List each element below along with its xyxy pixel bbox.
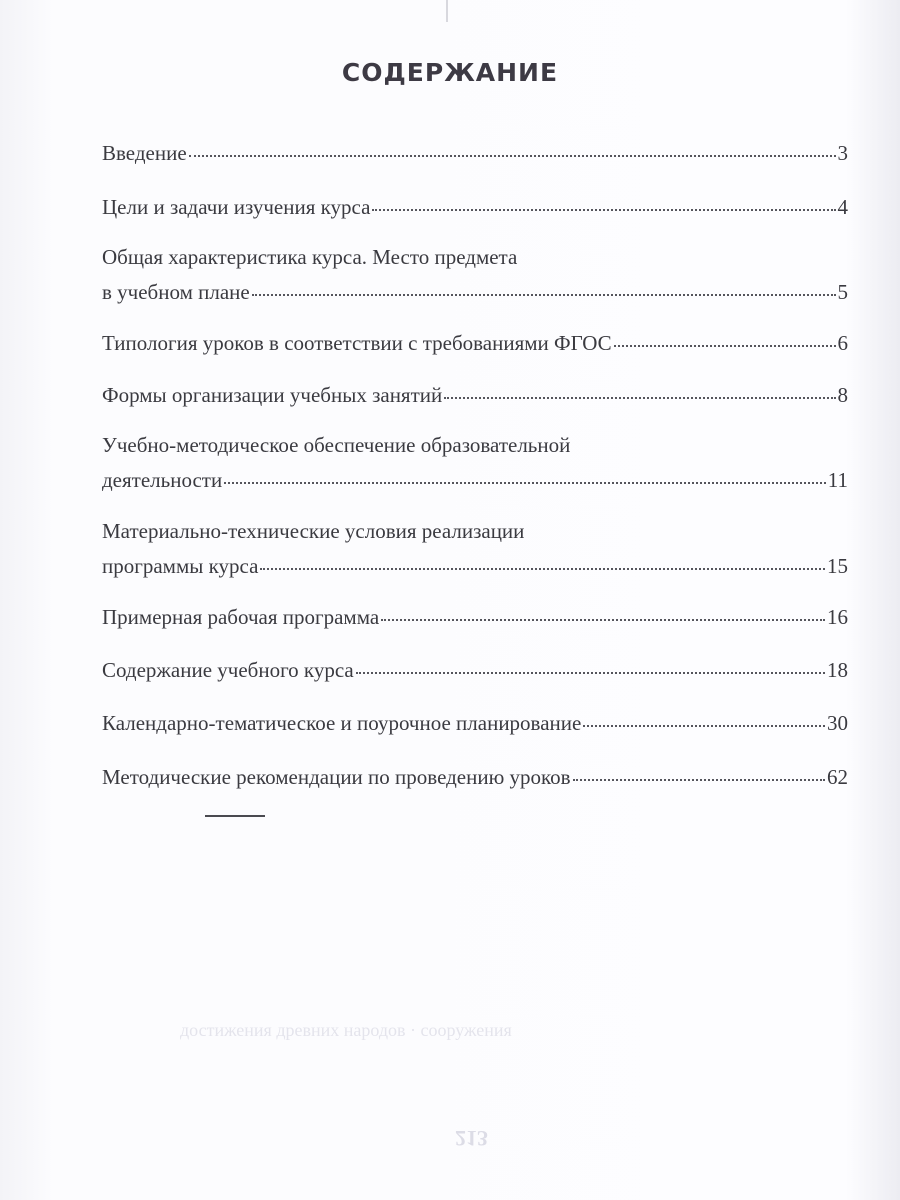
toc-page-number: 62 — [827, 765, 848, 789]
toc-entry[interactable] — [102, 762, 848, 791]
toc-entry-title: Календарно-тематическое и поурочное планирование — [102, 711, 582, 735]
toc-page-number: 30 — [827, 711, 848, 735]
toc-entry[interactable] — [102, 655, 848, 684]
toc-entry[interactable] — [102, 708, 848, 737]
dot-leader — [381, 599, 825, 621]
toc-entry-title: в учебном плане — [102, 280, 250, 304]
toc-entry[interactable] — [102, 244, 848, 306]
page-title: СОДЕРЖАНИЕ — [341, 58, 559, 87]
scan-mark — [446, 0, 448, 22]
dot-leader — [573, 759, 825, 781]
toc-entry[interactable] — [102, 602, 848, 631]
bleed-through-text: достижения древних народов · сооружения — [180, 1020, 512, 1040]
toc-entry-title-line1: Общая характеристика курса. Место предмета — [102, 245, 518, 269]
toc-entry[interactable] — [102, 138, 848, 167]
toc-page-number: 8 — [837, 383, 848, 407]
toc-page-number: 16 — [827, 605, 848, 629]
toc-entry-title: Содержание учебного курса — [102, 658, 354, 682]
toc-entry[interactable] — [102, 518, 848, 580]
bleed-through-page-number: 213 — [455, 1126, 488, 1151]
decorative-rule — [205, 815, 265, 817]
toc-entry-title: Типология уроков в соответствии с требованиями ФГОС — [102, 331, 612, 355]
toc-page-number: 18 — [827, 658, 848, 682]
toc-page-number: 4 — [837, 195, 848, 219]
toc-entry-title-line1: Материально-технические условия реализации — [102, 519, 525, 543]
toc-entry[interactable] — [102, 192, 848, 221]
toc-entry-title: Примерная рабочая программа — [102, 605, 380, 629]
dot-leader — [252, 274, 836, 296]
toc-page-number: 3 — [837, 141, 848, 165]
toc-entry-title: Методические рекомендации по проведению уроков — [102, 765, 571, 789]
dot-leader — [583, 705, 825, 727]
toc-page-number: 11 — [827, 468, 848, 492]
toc-entry-title: Введение — [102, 141, 187, 165]
toc-entry[interactable] — [102, 380, 848, 409]
dot-leader — [224, 462, 826, 484]
toc-entry[interactable] — [102, 432, 848, 494]
dot-leader — [372, 189, 835, 211]
toc-page-number: 6 — [837, 331, 848, 355]
dot-leader — [260, 548, 825, 570]
dot-leader — [614, 325, 836, 347]
dot-leader — [356, 652, 825, 674]
dot-leader — [189, 135, 836, 157]
toc-page-number: 5 — [837, 280, 848, 304]
toc-entry-title: деятельности — [102, 468, 223, 492]
toc-entry-title: Формы организации учебных занятий — [102, 383, 443, 407]
dot-leader — [444, 377, 835, 399]
toc-entry-title: Цели и задачи изучения курса — [102, 195, 371, 219]
toc-entry-title-line1: Учебно-методическое обеспечение образовательной — [102, 433, 571, 457]
toc-entry-title: программы курса — [102, 554, 259, 578]
toc-page-number: 15 — [827, 554, 848, 578]
toc-entry[interactable] — [102, 328, 848, 357]
